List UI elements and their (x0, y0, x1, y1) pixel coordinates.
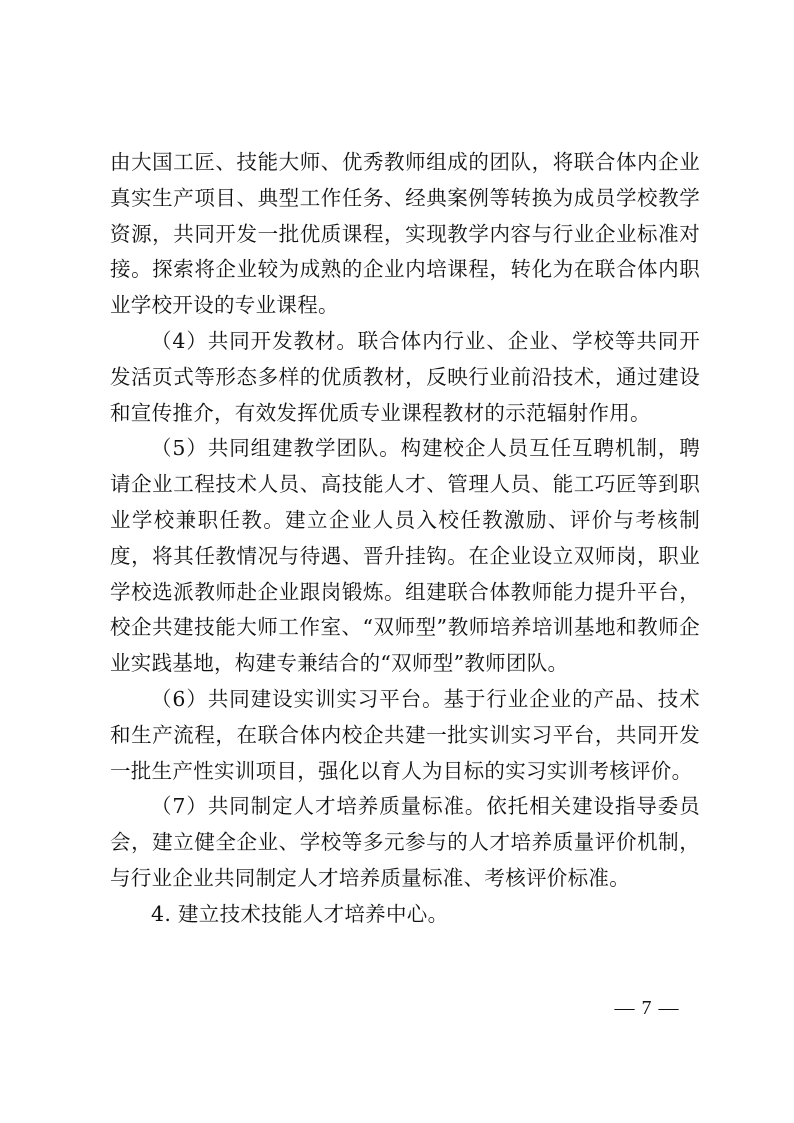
paragraph-item-6-training-platform: （6）共同建设实训实习平台。基于行业企业的产品、技术和生产流程，在联合体内校企共建一批实训实习平台，共同开发一批生产性实训项目，强化以育人为目标的实习实训考核评价。 (110, 686, 700, 783)
page-number: — 7 — (614, 997, 680, 1019)
section-heading-4: 4. 建立技术技能人才培养中心。 (151, 901, 449, 926)
document-body (110, 145, 700, 933)
paragraph-item-4-textbooks: （4）共同开发教材。联合体内行业、企业、学校等共同开发活页式等形态多样的优质教材，反映行业前沿技术，通过建设和宣传推介，有效发挥优质专业课程教材的示范辐射作用。 (110, 328, 700, 425)
paragraph-item-5-teaching-team: （5）共同组建教学团队。构建校企人员互任互聘机制，聘请企业工程技术人员、高技能人才、管理人员、能工巧匠等到职业学校兼职任教。建立企业人员入校任教激励、评价与考核制度，将其任教情况与待遇、晋升挂钩。在企业设立双师岗，职业学校选派教师赴企业跟岗锻炼。组建联合体教师能力提升平台，校企共建技能大师工作室、“双师型”教师培养培训基地和教师企业实践基地，构建专兼结合的“双师型”教师团队。 (110, 436, 700, 676)
paragraph-item-7-quality-standards: （7）共同制定人才培养质量标准。依托相关建设指导委员会，建立健全企业、学校等多元参与的人才培养质量评价机制，与行业企业共同制定人才培养质量标准、考核评价标准。 (110, 794, 700, 890)
paragraph-continuation: 由大国工匠、技能大师、优秀教师组成的团队，将联合体内企业真实生产项目、典型工作任务、经典案例等转换为成员学校教学资源，共同开发一批优质课程，实现教学内容与行业企业标准对接。探索将企业较为成熟的企业内培课程，转化为在联合体内职业学校开设的专业课程。 (110, 150, 700, 318)
